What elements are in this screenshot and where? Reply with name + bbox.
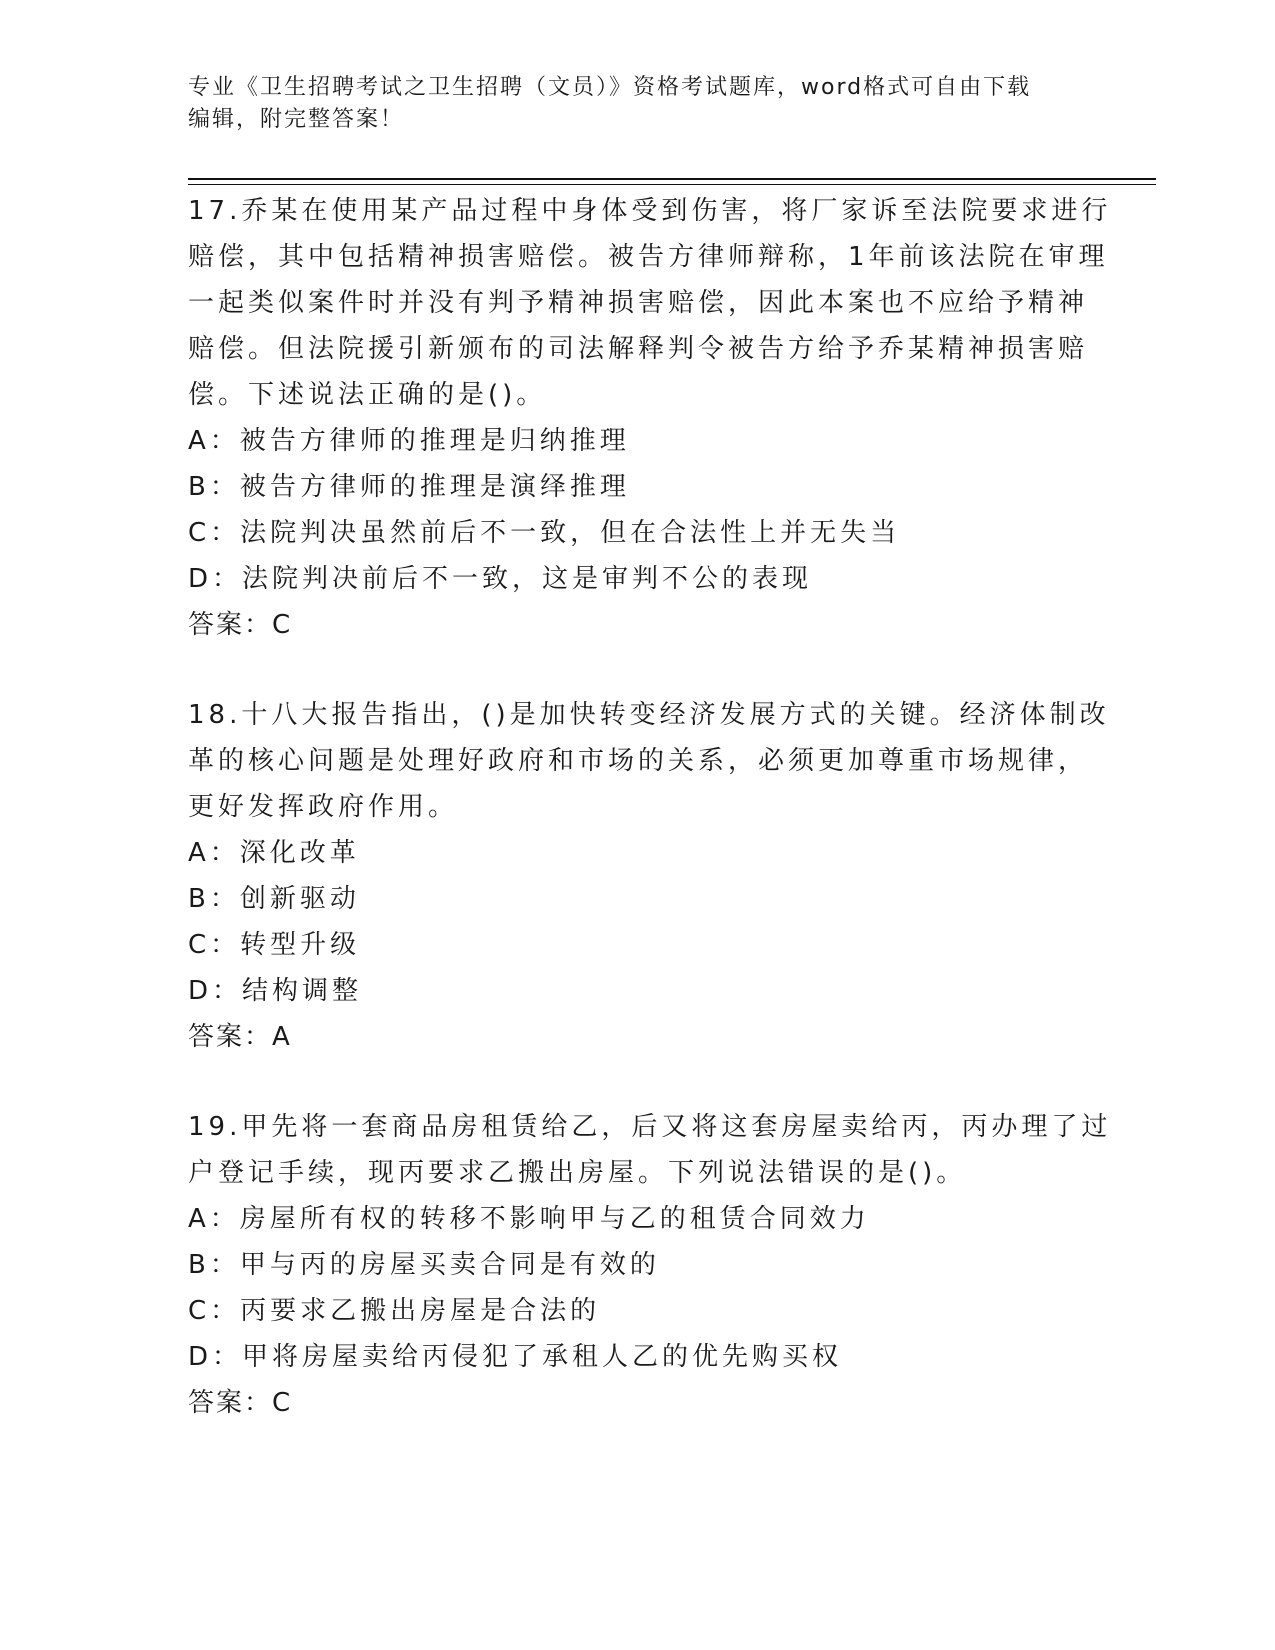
question-spacer (188, 648, 1088, 692)
question-19 (188, 1104, 1112, 1426)
option-c: C：转型升级 (188, 930, 361, 960)
answer-line: 答案：C (188, 610, 293, 640)
question-spacer (188, 1060, 1088, 1104)
question-text-line: 19.甲先将一套商品房租赁给乙，后又将这套房屋卖给丙，丙办理了过 (188, 1112, 1112, 1142)
header-line-1: 专业《卫生招聘考试之卫生招聘（文员）》资格考试题库，word格式可自由下载 (188, 75, 1032, 100)
option-b: B：甲与丙的房屋买卖合同是有效的 (188, 1250, 660, 1280)
header-divider-thin (188, 184, 1156, 185)
question-text-line: 赔偿，其中包括精神损害赔偿。被告方律师辩称，1年前该法院在审理 (188, 242, 1109, 272)
answer-line: 答案：A (188, 1022, 292, 1052)
question-text-line: 17.乔某在使用某产品过程中身体受到伤害，将厂家诉至法院要求进行 (188, 196, 1112, 226)
question-text-line: 户登记手续，现丙要求乙搬出房屋。下列说法错误的是()。 (188, 1158, 967, 1188)
header-line-2: 编辑，附完整答案！ (188, 107, 405, 132)
option-d: D：结构调整 (188, 976, 363, 1006)
question-text-line: 一起类似案件时并没有判予精神损害赔偿，因此本案也不应给予精神 (188, 288, 1089, 318)
option-a: A：被告方律师的推理是归纳推理 (188, 426, 630, 456)
question-text-line: 更好发挥政府作用。 (188, 792, 459, 822)
question-text-line: 偿。下述说法正确的是()。 (188, 380, 547, 410)
question-text-line: 革的核心问题是处理好政府和市场的关系，必须更加尊重市场规律， (188, 746, 1089, 776)
question-text-line: 18.十八大报告指出，()是加快转变经济发展方式的关键。经济体制改 (188, 700, 1110, 730)
question-text-line: 赔偿。但法院援引新颁布的司法解释判令被告方给予乔某精神损害赔 (188, 334, 1089, 364)
option-a: A：房屋所有权的转移不影响甲与乙的租赁合同效力 (188, 1204, 870, 1234)
option-b: B：被告方律师的推理是演绎推理 (188, 472, 630, 502)
question-18 (188, 692, 1110, 1060)
option-c: C：法院判决虽然前后不一致，但在合法性上并无失当 (188, 518, 901, 548)
header-divider-thick (188, 178, 1156, 180)
document-header (188, 72, 1088, 136)
option-a: A：深化改革 (188, 838, 360, 868)
question-list (188, 188, 1112, 1426)
option-d: D：甲将房屋卖给丙侵犯了承租人乙的优先购买权 (188, 1342, 843, 1372)
option-c: C：丙要求乙搬出房屋是合法的 (188, 1296, 601, 1326)
question-17 (188, 188, 1112, 648)
option-b: B：创新驱动 (188, 884, 360, 914)
option-d: D：法院判决前后不一致，这是审判不公的表现 (188, 564, 813, 594)
answer-line: 答案：C (188, 1388, 293, 1418)
